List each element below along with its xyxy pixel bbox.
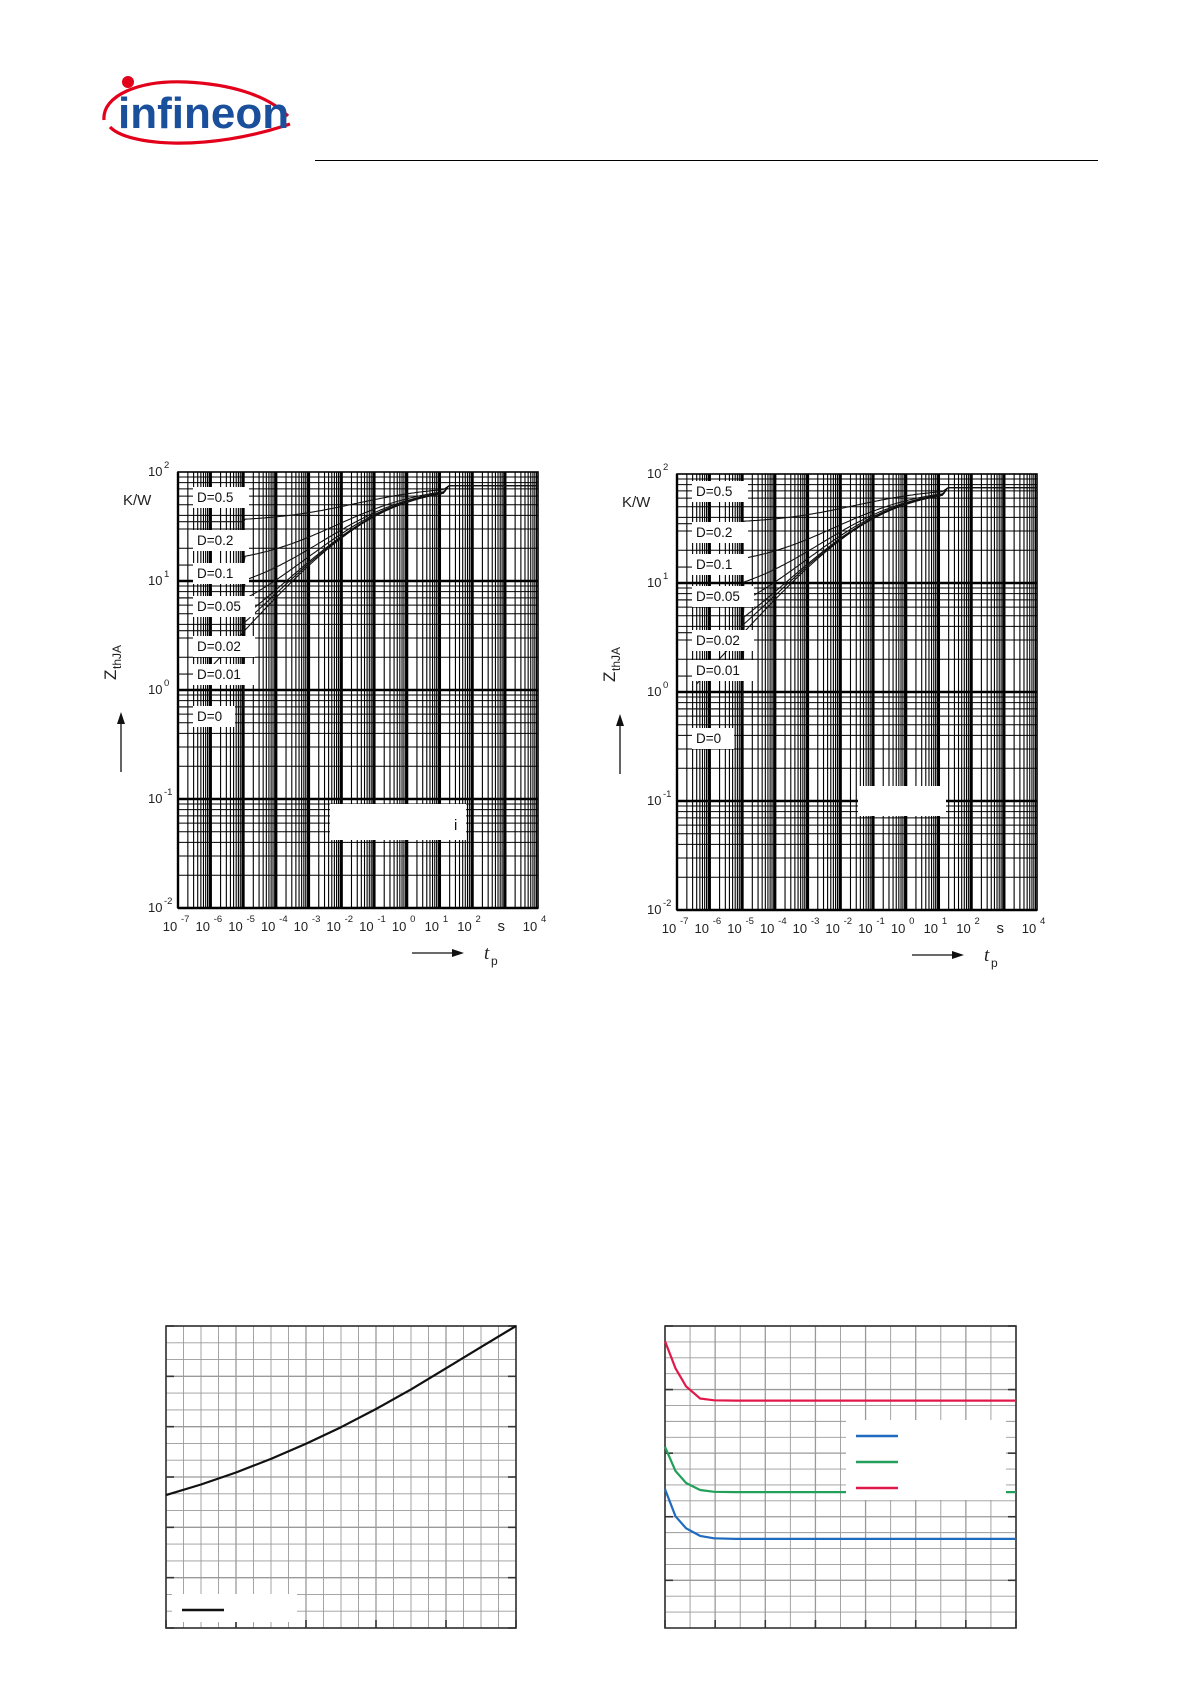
x-tick-exp: 4: [1040, 916, 1046, 927]
curve-label-text: D=0: [197, 709, 223, 724]
y-tick-base: 10: [647, 575, 662, 590]
x-tick-base: 10: [858, 921, 873, 936]
x-tick-exp: -5: [246, 914, 255, 925]
x-tick-base: 10: [825, 921, 840, 936]
x-tick-exp: 4: [541, 914, 547, 925]
x-tick-exp: -1: [876, 916, 885, 927]
x-axis-label-main: t: [484, 943, 490, 964]
curve-label-text: D=0.5: [197, 490, 234, 505]
linear-legend-right: [846, 1420, 1006, 1500]
x-tick-exp: -1: [377, 914, 386, 925]
x-tick-base: 10: [162, 919, 178, 934]
y-tick-exp: -1: [663, 789, 672, 800]
x-axis-label-sub: p: [491, 954, 498, 968]
curve-label-text: D=0.2: [696, 525, 733, 540]
x-tick-base: s: [497, 918, 506, 935]
y-tick-base: 10: [647, 684, 662, 699]
y-tick-exp: -2: [164, 896, 173, 907]
x-tick-base: s: [996, 920, 1005, 937]
curve-label-text: D=0: [696, 731, 722, 746]
curve-label-text: D=0.5: [696, 484, 733, 499]
y-tick-exp: 1: [663, 571, 669, 582]
x-tick-exp: 2: [475, 914, 481, 925]
x-tick-base: 10: [359, 919, 374, 934]
curve-label-text: D=0.1: [696, 557, 733, 572]
x-tick-exp: -2: [843, 916, 853, 927]
y-tick-base: 10: [148, 464, 163, 479]
x-tick-exp: -3: [810, 916, 820, 927]
x-tick-base: 10: [326, 919, 341, 934]
x-tick-base: 10: [890, 921, 906, 936]
curve-label-text: D=0.02: [197, 639, 241, 654]
x-tick-exp: -5: [745, 916, 754, 927]
x-tick-exp: -4: [778, 916, 787, 927]
x-tick-base: 10: [457, 919, 472, 934]
y-axis-label-sub: thJA: [110, 644, 124, 669]
x-tick-exp: 0: [410, 914, 416, 925]
x-tick-base: 10: [694, 921, 709, 936]
curve-label-text: D=0.05: [197, 599, 241, 614]
curve-label-text: D=0.05: [696, 589, 740, 604]
x-tick-exp: -7: [181, 914, 190, 925]
y-axis-label-sub: thJA: [609, 646, 623, 671]
x-tick-base: 10: [956, 921, 971, 936]
y-tick-exp: 2: [663, 462, 669, 473]
y-tick-base: 10: [647, 793, 662, 808]
x-tick-base: 10: [424, 919, 440, 934]
y-tick-exp: 0: [164, 678, 170, 689]
x-tick-exp: -2: [344, 914, 354, 925]
y-tick-base: 10: [148, 682, 163, 697]
y-tick-base: 10: [647, 902, 662, 917]
curve-label-text: D=0.01: [197, 667, 241, 682]
x-axis-label-main: t: [984, 945, 990, 966]
x-tick-exp: 1: [941, 916, 948, 927]
x-tick-exp: -3: [311, 914, 321, 925]
y-tick-base: 10: [148, 791, 163, 806]
x-tick-base: 10: [923, 921, 939, 936]
x-tick-exp: 0: [909, 916, 915, 927]
x-tick-base: 10: [661, 921, 677, 936]
y-tick-exp: -1: [164, 787, 173, 798]
x-tick-base: 10: [195, 919, 210, 934]
y-tick-exp: 0: [663, 680, 669, 691]
y-tick-base: 10: [647, 466, 662, 481]
x-tick-base: 10: [759, 921, 775, 936]
y-axis-label-main: Z: [101, 669, 120, 680]
curve-label-text: D=0.01: [696, 663, 740, 678]
x-tick-exp: -6: [213, 914, 223, 925]
x-tick-exp: -4: [279, 914, 288, 925]
curve-label-text: D=0.02: [696, 633, 740, 648]
y-unit-label: K/W: [622, 494, 651, 511]
curve-label-text: D=0.1: [197, 566, 234, 581]
x-tick-base: 10: [522, 919, 538, 934]
x-tick-exp: 2: [974, 916, 980, 927]
x-tick-base: 10: [260, 919, 276, 934]
y-unit-label: K/W: [123, 492, 152, 509]
x-axis-label-sub: p: [991, 956, 998, 970]
note-box-text: i: [454, 817, 458, 834]
y-tick-base: 10: [148, 900, 163, 915]
y-tick-exp: 2: [164, 460, 170, 471]
y-axis-label-main: Z: [600, 671, 619, 682]
y-tick-base: 10: [148, 573, 163, 588]
y-tick-exp: 1: [164, 569, 170, 580]
x-tick-exp: -6: [712, 916, 722, 927]
logo-wordmark: infineon: [118, 89, 290, 138]
x-tick-exp: -7: [680, 916, 689, 927]
x-tick-base: 10: [1021, 921, 1037, 936]
y-tick-exp: -2: [663, 898, 672, 909]
x-tick-exp: 1: [442, 914, 449, 925]
x-tick-base: 10: [727, 921, 742, 936]
x-tick-base: 10: [792, 921, 808, 936]
x-tick-base: 10: [391, 919, 407, 934]
x-tick-base: 10: [228, 919, 243, 934]
curve-label-text: D=0.2: [197, 533, 234, 548]
x-tick-base: 10: [293, 919, 309, 934]
